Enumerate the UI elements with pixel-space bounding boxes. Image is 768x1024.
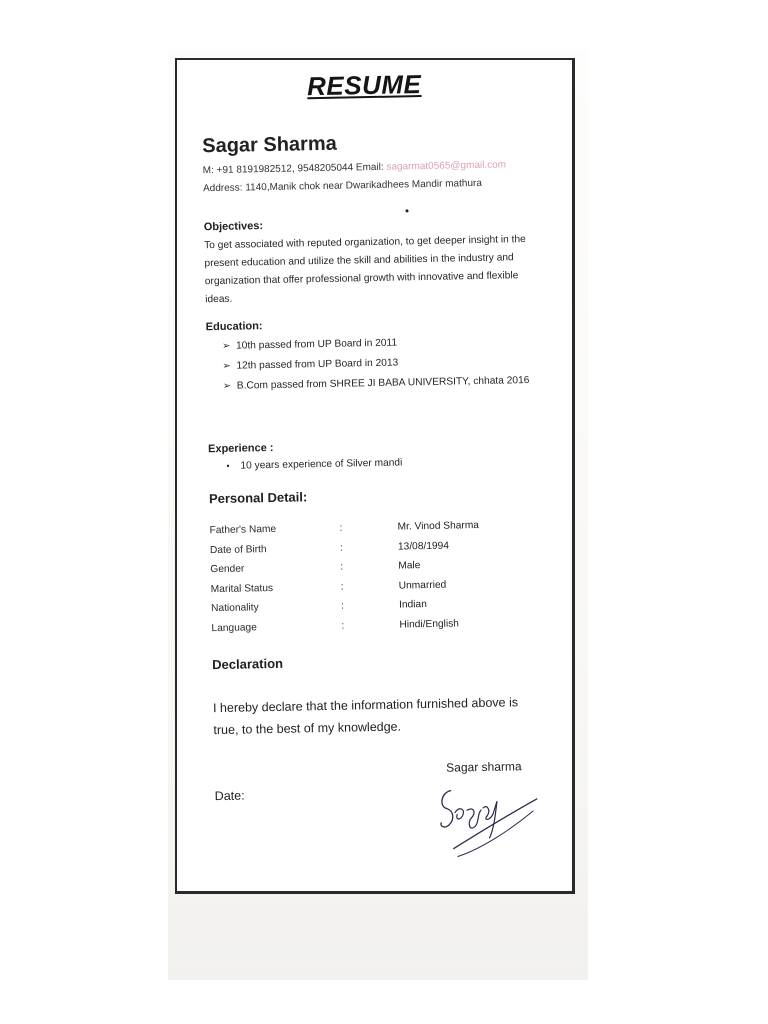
contact-email: sagarmat0565@gmail.com: [386, 159, 507, 173]
personal-detail-table: [210, 519, 552, 643]
personal-detail-heading: Personal Detail:: [208, 489, 308, 507]
education-heading: Education:: [205, 320, 263, 334]
detail-separator: :: [340, 561, 344, 573]
resume-page: [175, 58, 575, 894]
detail-value: Unmarried: [398, 579, 447, 592]
declaration-heading: Declaration: [212, 655, 284, 673]
detail-label: Gender: [210, 563, 245, 576]
contact-phones: M: +91 8191982512, 9548205044 Email:: [202, 161, 387, 177]
address-line: Address: 1140,Manik chok near Dwarikadhees Mandir mathura: [202, 177, 482, 195]
education-item: ➢ 12th passed from UP Board in 2013: [222, 351, 529, 377]
objectives-heading: Objectives:: [203, 220, 264, 234]
detail-label: Nationality: [211, 602, 259, 615]
experience-item: [224, 457, 402, 471]
experience-heading: Experience :: [207, 441, 274, 456]
signatory-name: Sagar sharma: [446, 759, 522, 775]
handwritten-signature: [432, 777, 544, 865]
bullet-icon: •: [226, 460, 230, 471]
detail-label: Date of Birth: [209, 543, 267, 556]
detail-separator: :: [339, 542, 343, 554]
date-label: Date:: [214, 788, 245, 804]
detail-label: Father's Name: [209, 523, 277, 537]
candidate-name: Sagar Sharma: [202, 132, 337, 158]
detail-separator: :: [340, 600, 345, 612]
detail-value: Mr. Vinod Sharma: [397, 520, 480, 533]
detail-separator: :: [340, 581, 344, 593]
education-list: [222, 331, 530, 397]
resume-content: [171, 56, 582, 894]
education-item: ➢ 10th passed from UP Board in 2011: [222, 331, 529, 357]
detail-separator: :: [341, 620, 345, 632]
detail-value: 13/08/1994: [397, 540, 450, 553]
detail-label: Language: [211, 621, 257, 634]
resume-title: RESUME: [306, 69, 422, 102]
experience-item-text: 10 years experience of Silver mandi: [240, 457, 403, 472]
objectives-text: To get associated with reputed organization, to get deeper insight in the present education and utilize the skill and abilities in the industry and organization that offer professional growth with innovative and flexible ideas.: [204, 234, 526, 306]
detail-separator: :: [339, 522, 343, 534]
declaration-text: I hereby declare that the information furnished above is true, to the best of my knowledge.: [212, 695, 519, 738]
detail-label: Marital Status: [210, 582, 274, 595]
detail-value: Hindi/English: [399, 617, 460, 631]
contact-line: [203, 159, 507, 176]
detail-value: Male: [398, 560, 421, 572]
detail-value: Indian: [398, 599, 427, 611]
stray-dot: [405, 209, 408, 212]
education-item: ➢ B.Com passed from SHREE JI BABA UNIVERSITY, chhata 2016: [223, 371, 530, 397]
